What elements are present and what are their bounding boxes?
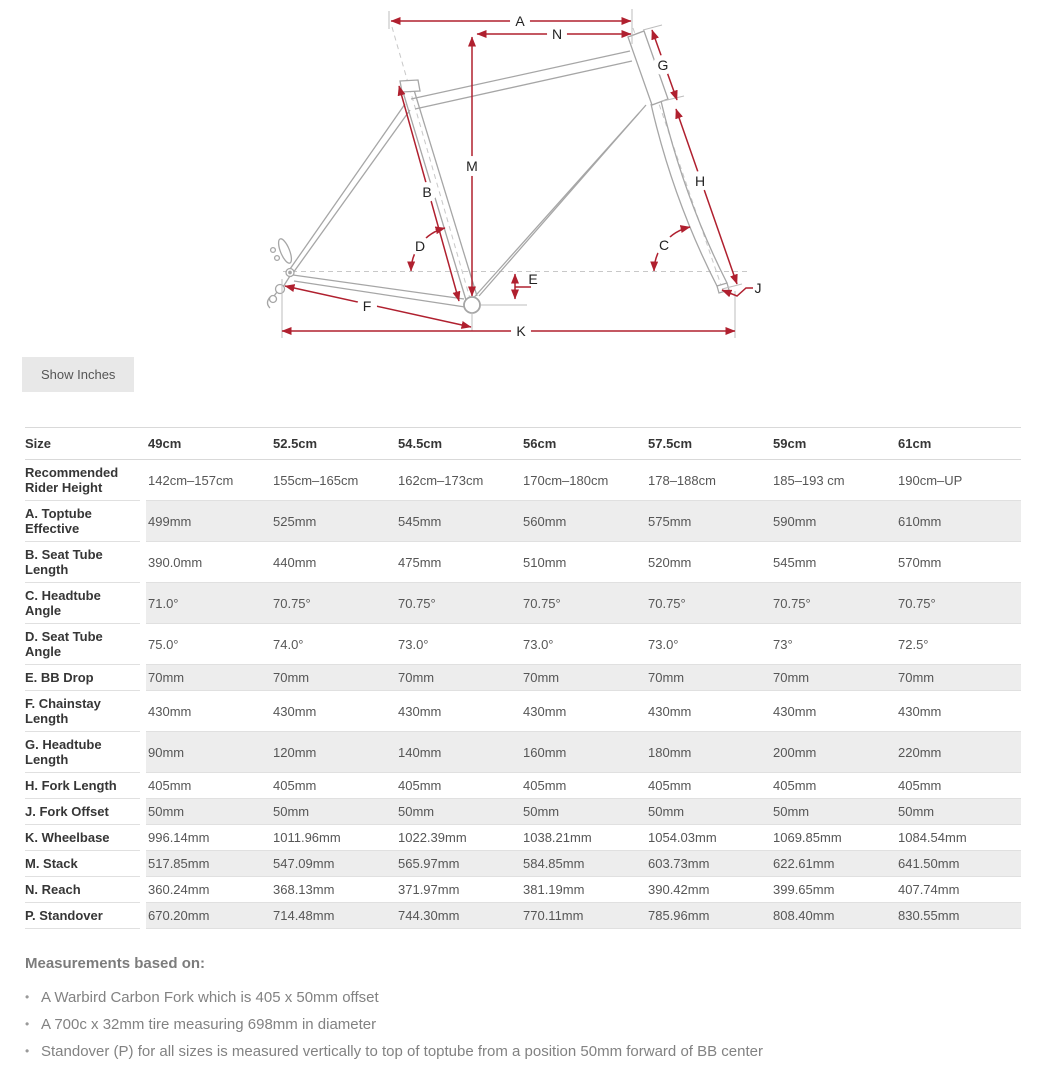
value-cell: 575mm [646, 501, 771, 542]
value-cell: 70mm [646, 665, 771, 691]
value-cell: 360.24mm [146, 877, 271, 903]
value-cell: 170cm–180cm [521, 460, 646, 501]
column-header: 52.5cm [271, 428, 396, 460]
value-cell: 1084.54mm [896, 825, 1021, 851]
row-label: N. Reach [25, 877, 140, 903]
value-cell: 547.09mm [271, 851, 396, 877]
value-cell: 517.85mm [146, 851, 271, 877]
value-cell: 603.73mm [646, 851, 771, 877]
value-cell: 545mm [771, 542, 896, 583]
value-cell: 830.55mm [896, 903, 1021, 929]
value-cell: 545mm [396, 501, 521, 542]
value-cell: 610mm [896, 501, 1021, 542]
column-header: 59cm [771, 428, 896, 460]
dimension-letters [363, 13, 762, 339]
value-cell: 390.42mm [646, 877, 771, 903]
value-cell: 70mm [146, 665, 271, 691]
show-inches-button[interactable]: Show Inches [22, 357, 134, 392]
table-header-row [25, 428, 1021, 460]
value-cell: 120mm [271, 732, 396, 773]
value-cell: 520mm [646, 542, 771, 583]
geometry-table [25, 427, 1021, 929]
value-cell: 180mm [646, 732, 771, 773]
value-cell: 74.0° [271, 624, 396, 665]
bike-frame-diagram-svg [0, 0, 1045, 348]
row-label: J. Fork Offset [25, 799, 140, 825]
notes-heading: Measurements based on: [25, 955, 206, 972]
value-cell: 670.20mm [146, 903, 271, 929]
value-cell: 785.96mm [646, 903, 771, 929]
value-cell: 70mm [271, 665, 396, 691]
table-row [25, 501, 1021, 542]
value-cell: 430mm [146, 691, 271, 732]
value-cell: 190cm–UP [896, 460, 1021, 501]
column-header: 56cm [521, 428, 646, 460]
value-cell: 200mm [771, 732, 896, 773]
row-label: E. BB Drop [25, 665, 140, 691]
row-label: P. Standover [25, 903, 140, 929]
value-cell: 160mm [521, 732, 646, 773]
value-cell: 405mm [646, 773, 771, 799]
value-cell: 430mm [271, 691, 396, 732]
value-cell: 50mm [646, 799, 771, 825]
value-cell: 70mm [771, 665, 896, 691]
table-row [25, 903, 1021, 929]
note-text: Standover (P) for all sizes is measured vertically to top of toptube from a position 50mm forward of BB center [41, 1043, 763, 1060]
value-cell: 50mm [771, 799, 896, 825]
value-cell: 371.97mm [396, 877, 521, 903]
value-cell: 50mm [146, 799, 271, 825]
bullet-icon: • [25, 1044, 30, 1058]
row-label: G. Headtube Length [25, 732, 140, 773]
row-label: B. Seat Tube Length [25, 542, 140, 583]
table-row [25, 732, 1021, 773]
column-header: 57.5cm [646, 428, 771, 460]
value-cell: 140mm [396, 732, 521, 773]
value-cell: 73° [771, 624, 896, 665]
value-cell: 399.65mm [771, 877, 896, 903]
value-cell: 405mm [521, 773, 646, 799]
value-cell: 70mm [896, 665, 1021, 691]
dim-label-fork-length: H [694, 173, 706, 189]
value-cell: 584.85mm [521, 851, 646, 877]
dim-label-seat-angle: D [414, 238, 426, 254]
value-cell: 405mm [771, 773, 896, 799]
value-cell: 590mm [771, 501, 896, 542]
value-cell: 142cm–157cm [146, 460, 271, 501]
value-cell: 70.75° [771, 583, 896, 624]
row-label: C. Headtube Angle [25, 583, 140, 624]
value-cell: 430mm [896, 691, 1021, 732]
extension-lines [282, 9, 742, 338]
value-cell: 405mm [896, 773, 1021, 799]
table-row [25, 583, 1021, 624]
row-label: K. Wheelbase [25, 825, 140, 851]
value-cell: 1069.85mm [771, 825, 896, 851]
value-cell: 70.75° [521, 583, 646, 624]
value-cell: 155cm–165cm [271, 460, 396, 501]
value-cell: 162cm–173cm [396, 460, 521, 501]
value-cell: 570mm [896, 542, 1021, 583]
value-cell: 430mm [646, 691, 771, 732]
value-cell: 560mm [521, 501, 646, 542]
note-text: A 700c x 32mm tire measuring 698mm in diameter [41, 1016, 377, 1033]
dim-label-wheelbase: K [516, 323, 526, 339]
value-cell: 220mm [896, 732, 1021, 773]
value-cell: 381.19mm [521, 877, 646, 903]
value-cell: 622.61mm [771, 851, 896, 877]
value-cell: 405mm [396, 773, 521, 799]
row-label: H. Fork Length [25, 773, 140, 799]
value-cell: 430mm [396, 691, 521, 732]
value-cell: 70.75° [896, 583, 1021, 624]
note-item [25, 1011, 1045, 1038]
note-item [25, 984, 1045, 1011]
value-cell: 770.11mm [521, 903, 646, 929]
value-cell: 440mm [271, 542, 396, 583]
value-cell: 1022.39mm [396, 825, 521, 851]
dim-label-fork-offset: J [754, 280, 762, 296]
value-cell: 407.74mm [896, 877, 1021, 903]
value-cell: 510mm [521, 542, 646, 583]
value-cell: 73.0° [646, 624, 771, 665]
value-cell: 430mm [771, 691, 896, 732]
table-row [25, 825, 1021, 851]
column-header: Size [25, 428, 140, 460]
table-row [25, 624, 1021, 665]
measurement-notes [25, 955, 1045, 1065]
value-cell: 808.40mm [771, 903, 896, 929]
value-cell: 1038.21mm [521, 825, 646, 851]
value-cell: 73.0° [396, 624, 521, 665]
row-label: F. Chainstay Length [25, 691, 140, 732]
bullet-icon: • [25, 1017, 30, 1031]
table-row [25, 460, 1021, 501]
value-cell: 714.48mm [271, 903, 396, 929]
value-cell: 1011.96mm [271, 825, 396, 851]
row-label: A. Toptube Effective [25, 501, 140, 542]
value-cell: 744.30mm [396, 903, 521, 929]
value-cell: 525mm [271, 501, 396, 542]
value-cell: 50mm [521, 799, 646, 825]
dim-label-headtube-length: G [657, 57, 669, 73]
value-cell: 50mm [396, 799, 521, 825]
value-cell: 90mm [146, 732, 271, 773]
value-cell: 75.0° [146, 624, 271, 665]
value-cell: 1054.03mm [646, 825, 771, 851]
dim-label-toptube: A [515, 13, 525, 29]
dim-label-head-angle: C [658, 237, 670, 253]
dim-label-chainstay: F [362, 298, 372, 314]
table-row [25, 691, 1021, 732]
value-cell: 405mm [146, 773, 271, 799]
table-row [25, 542, 1021, 583]
table-row [25, 665, 1021, 691]
value-cell: 70mm [396, 665, 521, 691]
row-label: M. Stack [25, 851, 140, 877]
value-cell: 368.13mm [271, 877, 396, 903]
note-item [25, 1038, 1045, 1065]
table-row [25, 877, 1021, 903]
value-cell: 565.97mm [396, 851, 521, 877]
column-header: 54.5cm [396, 428, 521, 460]
value-cell: 475mm [396, 542, 521, 583]
note-text: A Warbird Carbon Fork which is 405 x 50mm offset [41, 989, 379, 1006]
reference-axes [283, 27, 750, 302]
column-header: 49cm [146, 428, 271, 460]
value-cell: 70mm [521, 665, 646, 691]
row-label: D. Seat Tube Angle [25, 624, 140, 665]
value-cell: 72.5° [896, 624, 1021, 665]
value-cell: 430mm [521, 691, 646, 732]
dim-label-bb-drop: E [528, 271, 538, 287]
bullet-icon: • [25, 990, 30, 1004]
value-cell: 71.0° [146, 583, 271, 624]
value-cell: 390.0mm [146, 542, 271, 583]
value-cell: 405mm [271, 773, 396, 799]
dim-label-reach: N [551, 26, 563, 42]
value-cell: 50mm [271, 799, 396, 825]
value-cell: 178–188cm [646, 460, 771, 501]
table-row [25, 773, 1021, 799]
value-cell: 50mm [896, 799, 1021, 825]
value-cell: 499mm [146, 501, 271, 542]
value-cell: 70.75° [646, 583, 771, 624]
column-header: 61cm [896, 428, 1021, 460]
value-cell: 185–193 cm [771, 460, 896, 501]
notes-list [25, 984, 1045, 1065]
value-cell: 641.50mm [896, 851, 1021, 877]
dim-label-stack: M [466, 158, 478, 174]
dim-label-seat-tube: B [422, 184, 432, 200]
value-cell: 70.75° [271, 583, 396, 624]
value-cell: 996.14mm [146, 825, 271, 851]
value-cell: 70.75° [396, 583, 521, 624]
row-label: Recommended Rider Height [25, 460, 140, 501]
table-row [25, 851, 1021, 877]
value-cell: 73.0° [521, 624, 646, 665]
frame-geometry-diagram [0, 0, 1045, 348]
table-row [25, 799, 1021, 825]
